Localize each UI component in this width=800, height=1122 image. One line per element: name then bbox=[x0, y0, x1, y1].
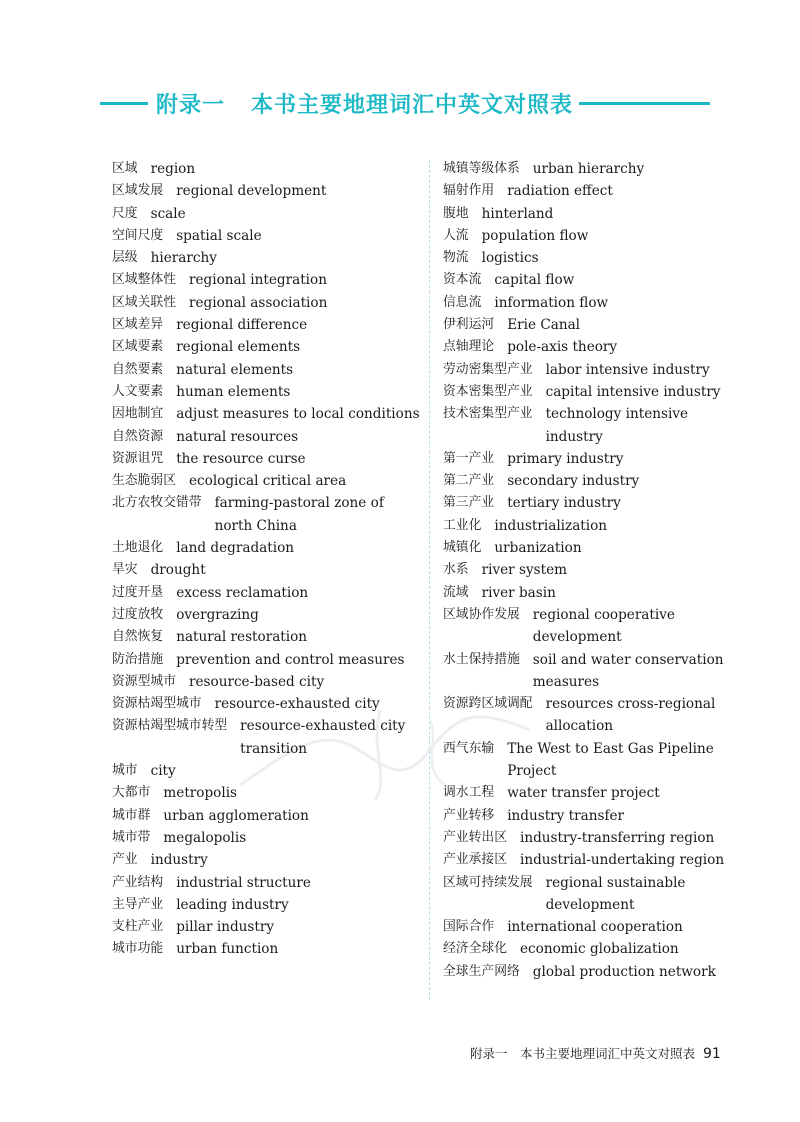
term-chinese: 劳动密集型产业 bbox=[443, 361, 533, 377]
glossary-entry bbox=[112, 359, 422, 381]
term-chinese: 区域可持续发展 bbox=[443, 874, 533, 890]
term-chinese: 资源型城市 bbox=[112, 673, 176, 689]
term-english: Erie Canal bbox=[507, 317, 581, 334]
term-chinese: 第一产业 bbox=[443, 450, 495, 466]
glossary-entry bbox=[112, 492, 422, 537]
term-chinese: 水土保持措施 bbox=[443, 651, 520, 667]
term-english: resource-based city bbox=[188, 673, 325, 690]
glossary-entry bbox=[443, 938, 743, 960]
glossary-entry bbox=[112, 649, 422, 671]
term-english: ecological critical area bbox=[188, 473, 347, 490]
term-chinese: 全球生产网络 bbox=[443, 963, 520, 979]
term-chinese: 过度开垦 bbox=[112, 584, 164, 600]
term-english: river system bbox=[481, 562, 568, 579]
term-english: urban agglomeration bbox=[163, 807, 309, 824]
glossary-entry bbox=[112, 403, 422, 425]
glossary-entry bbox=[112, 849, 422, 871]
term-chinese: 城镇化 bbox=[443, 540, 482, 556]
term-chinese: 经济全球化 bbox=[443, 941, 507, 957]
term-english: human elements bbox=[176, 383, 291, 400]
term-english: capital flow bbox=[494, 272, 575, 289]
glossary-entry bbox=[112, 247, 422, 269]
term-english: pole-axis theory bbox=[507, 339, 618, 356]
term-english: regional elements bbox=[176, 339, 301, 356]
term-chinese: 产业承接区 bbox=[443, 852, 507, 868]
glossary-entry bbox=[112, 470, 422, 492]
glossary-entry bbox=[443, 872, 743, 917]
term-english: river basin bbox=[481, 584, 556, 601]
glossary-entry bbox=[443, 314, 743, 336]
term-chinese: 腹地 bbox=[443, 205, 469, 221]
term-chinese: 区域 bbox=[112, 161, 138, 176]
glossary-entry bbox=[443, 961, 743, 983]
term-english: regional sustainable development bbox=[545, 874, 686, 913]
term-chinese: 物流 bbox=[443, 250, 469, 266]
term-chinese: 区域要素 bbox=[112, 339, 164, 355]
term-english: industrial-undertaking region bbox=[519, 852, 725, 869]
term-chinese: 支柱产业 bbox=[112, 919, 164, 935]
term-chinese: 资源跨区域调配 bbox=[443, 696, 533, 712]
term-english: city bbox=[150, 763, 176, 780]
term-chinese: 调水工程 bbox=[443, 785, 495, 801]
glossary-entry bbox=[443, 782, 743, 804]
glossary-entry bbox=[443, 559, 743, 581]
term-english: natural elements bbox=[176, 361, 294, 378]
term-english: international cooperation bbox=[507, 919, 683, 936]
term-english: The West to East Gas Pipeline Project bbox=[507, 740, 714, 780]
term-chinese: 资源枯竭型城市转型 bbox=[112, 718, 228, 734]
glossary-entry bbox=[112, 225, 422, 247]
term-english: regional difference bbox=[176, 317, 308, 334]
term-chinese: 自然资源 bbox=[112, 428, 164, 444]
term-chinese: 产业结构 bbox=[112, 874, 164, 890]
term-english: resource-exhausted city transition bbox=[240, 718, 406, 757]
term-chinese: 资源枯竭型城市 bbox=[112, 696, 202, 712]
term-english: drought bbox=[150, 562, 206, 579]
glossary-entry bbox=[443, 448, 743, 470]
term-english: overgrazing bbox=[176, 606, 259, 623]
term-chinese: 资本流 bbox=[443, 272, 482, 288]
header-rule-right bbox=[579, 102, 710, 105]
page-number: 91 bbox=[703, 1046, 721, 1062]
glossary-entry bbox=[112, 604, 422, 626]
term-english: secondary industry bbox=[507, 473, 640, 490]
term-english: information flow bbox=[494, 294, 609, 311]
glossary-entry bbox=[443, 269, 743, 291]
term-english: logistics bbox=[481, 250, 539, 267]
term-chinese: 信息流 bbox=[443, 294, 482, 310]
term-chinese: 第二产业 bbox=[443, 473, 495, 489]
term-english: economic globalization bbox=[519, 941, 679, 958]
glossary-entry bbox=[112, 760, 422, 782]
term-chinese: 区域协作发展 bbox=[443, 606, 520, 622]
term-english: capital intensive industry bbox=[545, 383, 721, 400]
glossary-entry bbox=[112, 203, 422, 225]
term-chinese: 防治措施 bbox=[112, 651, 164, 667]
glossary-entry bbox=[112, 805, 422, 827]
term-chinese: 水系 bbox=[443, 562, 469, 578]
term-chinese: 尺度 bbox=[112, 205, 138, 221]
appendix-title: 本书主要地理词汇中英文对照表 bbox=[251, 92, 574, 118]
glossary-entry bbox=[443, 470, 743, 492]
term-english: urban function bbox=[176, 941, 279, 958]
term-chinese: 区域发展 bbox=[112, 183, 164, 199]
term-chinese: 城市功能 bbox=[112, 941, 164, 957]
term-chinese: 城市带 bbox=[112, 829, 151, 845]
term-english: megalopolis bbox=[163, 829, 247, 846]
glossary-entry bbox=[112, 693, 422, 715]
glossary-entry bbox=[112, 626, 422, 648]
term-english: global production network bbox=[532, 963, 716, 980]
term-chinese: 生态脆弱区 bbox=[112, 473, 176, 489]
glossary-entry bbox=[443, 649, 743, 694]
term-chinese: 区域差异 bbox=[112, 317, 164, 333]
glossary-entry bbox=[112, 715, 422, 760]
glossary-entry bbox=[443, 916, 743, 938]
term-english: resource-exhausted city bbox=[214, 696, 380, 713]
glossary-entry bbox=[112, 426, 422, 448]
appendix-label: 附录一 bbox=[156, 92, 226, 118]
term-chinese: 辐射作用 bbox=[443, 183, 495, 199]
term-chinese: 技术密集型产业 bbox=[443, 406, 533, 422]
glossary-entry bbox=[112, 916, 422, 938]
term-chinese: 空间尺度 bbox=[112, 227, 164, 243]
glossary-entry bbox=[112, 559, 422, 581]
term-chinese: 资本密集型产业 bbox=[443, 383, 533, 399]
page-title bbox=[156, 88, 573, 119]
term-chinese: 过度放牧 bbox=[112, 606, 164, 622]
term-chinese: 第三产业 bbox=[443, 495, 495, 511]
glossary-entry bbox=[443, 582, 743, 604]
term-chinese: 北方农牧交错带 bbox=[112, 495, 202, 511]
term-english: pillar industry bbox=[176, 919, 275, 936]
footer-title: 附录一 本书主要地理词汇中英文对照表 bbox=[470, 1046, 696, 1061]
glossary-entry bbox=[443, 158, 743, 180]
term-chinese: 城市群 bbox=[112, 807, 151, 823]
glossary-entry bbox=[443, 359, 743, 381]
glossary-entry bbox=[443, 693, 743, 738]
term-chinese: 自然恢复 bbox=[112, 629, 164, 645]
glossary-right-column bbox=[443, 158, 743, 983]
glossary-entry bbox=[112, 782, 422, 804]
term-english: natural resources bbox=[176, 428, 299, 445]
glossary-entry bbox=[112, 381, 422, 403]
glossary-entry bbox=[443, 381, 743, 403]
term-english: urban hierarchy bbox=[532, 161, 645, 177]
glossary-entry bbox=[443, 203, 743, 225]
term-chinese: 区域关联性 bbox=[112, 294, 176, 310]
glossary-entry bbox=[443, 537, 743, 559]
term-english: farming-pastoral zone of north China bbox=[214, 495, 384, 534]
glossary-entry bbox=[443, 492, 743, 514]
glossary-entry bbox=[112, 269, 422, 291]
term-chinese: 人文要素 bbox=[112, 383, 164, 399]
glossary-entry bbox=[443, 403, 743, 448]
term-english: water transfer project bbox=[507, 785, 660, 802]
page-header bbox=[100, 86, 710, 120]
term-english: metropolis bbox=[163, 785, 238, 802]
glossary-entry bbox=[112, 314, 422, 336]
term-english: industrialization bbox=[494, 517, 608, 534]
glossary-entry bbox=[443, 292, 743, 314]
term-chinese: 土地退化 bbox=[112, 540, 164, 556]
glossary-entry bbox=[112, 671, 422, 693]
glossary-entry bbox=[443, 738, 743, 783]
glossary-entry bbox=[112, 292, 422, 314]
glossary-entry bbox=[443, 805, 743, 827]
page-footer bbox=[470, 1044, 720, 1062]
glossary-entry bbox=[443, 225, 743, 247]
term-english: population flow bbox=[481, 227, 589, 244]
term-english: excess reclamation bbox=[176, 584, 309, 601]
term-chinese: 资源诅咒 bbox=[112, 450, 164, 466]
glossary-entry bbox=[443, 247, 743, 269]
glossary-entry bbox=[443, 604, 743, 649]
glossary-entry bbox=[443, 515, 743, 537]
glossary-entry bbox=[443, 336, 743, 358]
term-english: industry transfer bbox=[507, 807, 625, 824]
term-chinese: 主导产业 bbox=[112, 896, 164, 912]
term-english: regional integration bbox=[188, 272, 327, 289]
glossary-entry bbox=[112, 827, 422, 849]
glossary-entry bbox=[112, 582, 422, 604]
term-english: industry-transferring region bbox=[519, 829, 715, 846]
glossary-left-column bbox=[112, 158, 422, 961]
term-chinese: 工业化 bbox=[443, 517, 482, 533]
term-chinese: 旱灾 bbox=[112, 562, 138, 578]
term-english: resources cross-regional allocation bbox=[545, 696, 716, 735]
term-chinese: 大都市 bbox=[112, 785, 151, 801]
header-rule-left bbox=[100, 102, 148, 105]
glossary-entry bbox=[112, 158, 422, 180]
term-english: natural restoration bbox=[176, 629, 308, 646]
term-chinese: 人流 bbox=[443, 227, 469, 243]
term-chinese: 因地制宜 bbox=[112, 406, 164, 422]
term-english: prevention and control measures bbox=[176, 651, 405, 668]
term-chinese: 城市 bbox=[112, 763, 138, 779]
term-chinese: 点轴理论 bbox=[443, 339, 495, 355]
term-chinese: 区域整体性 bbox=[112, 272, 176, 288]
glossary-entry bbox=[112, 894, 422, 916]
term-chinese: 层级 bbox=[112, 250, 138, 266]
term-chinese: 伊利运河 bbox=[443, 317, 495, 333]
glossary-entry bbox=[443, 827, 743, 849]
term-chinese: 产业转出区 bbox=[443, 829, 507, 845]
term-chinese: 产业 bbox=[112, 852, 138, 868]
term-english: soil and water conservation measures bbox=[532, 651, 724, 690]
term-chinese: 城镇等级体系 bbox=[443, 161, 520, 176]
column-divider bbox=[429, 160, 430, 1000]
term-english: land degradation bbox=[176, 540, 295, 557]
term-chinese: 西气东输 bbox=[443, 740, 495, 756]
term-english: spatial scale bbox=[176, 227, 262, 244]
term-chinese: 国际合作 bbox=[443, 919, 495, 935]
term-english: labor intensive industry bbox=[545, 361, 710, 378]
term-chinese: 流域 bbox=[443, 584, 469, 600]
glossary-entry bbox=[443, 180, 743, 202]
term-english: radiation effect bbox=[507, 183, 613, 200]
term-english: regional development bbox=[176, 183, 327, 200]
glossary-entry bbox=[112, 180, 422, 202]
term-chinese: 产业转移 bbox=[443, 807, 495, 823]
term-english: the resource curse bbox=[176, 450, 306, 467]
term-english: technology intensive industry bbox=[545, 406, 689, 445]
term-english: hierarchy bbox=[150, 250, 217, 267]
term-english: leading industry bbox=[176, 896, 289, 913]
glossary-entry bbox=[112, 537, 422, 559]
glossary-entry bbox=[112, 448, 422, 470]
glossary-entry bbox=[443, 849, 743, 871]
glossary-entry bbox=[112, 938, 422, 960]
term-english: tertiary industry bbox=[507, 495, 621, 512]
term-english: industry bbox=[150, 852, 208, 869]
term-english: regional cooperative development bbox=[532, 606, 675, 646]
term-english: adjust measures to local conditions bbox=[176, 406, 420, 423]
glossary-entry bbox=[112, 336, 422, 358]
term-english: industrial structure bbox=[176, 874, 311, 891]
term-chinese: 自然要素 bbox=[112, 361, 164, 377]
term-english: regional association bbox=[188, 294, 328, 311]
term-english: primary industry bbox=[507, 450, 624, 467]
glossary-entry bbox=[112, 872, 422, 894]
term-english: hinterland bbox=[481, 205, 554, 222]
term-english: scale bbox=[150, 205, 186, 222]
term-english: region bbox=[150, 161, 196, 177]
term-english: urbanization bbox=[494, 540, 582, 557]
